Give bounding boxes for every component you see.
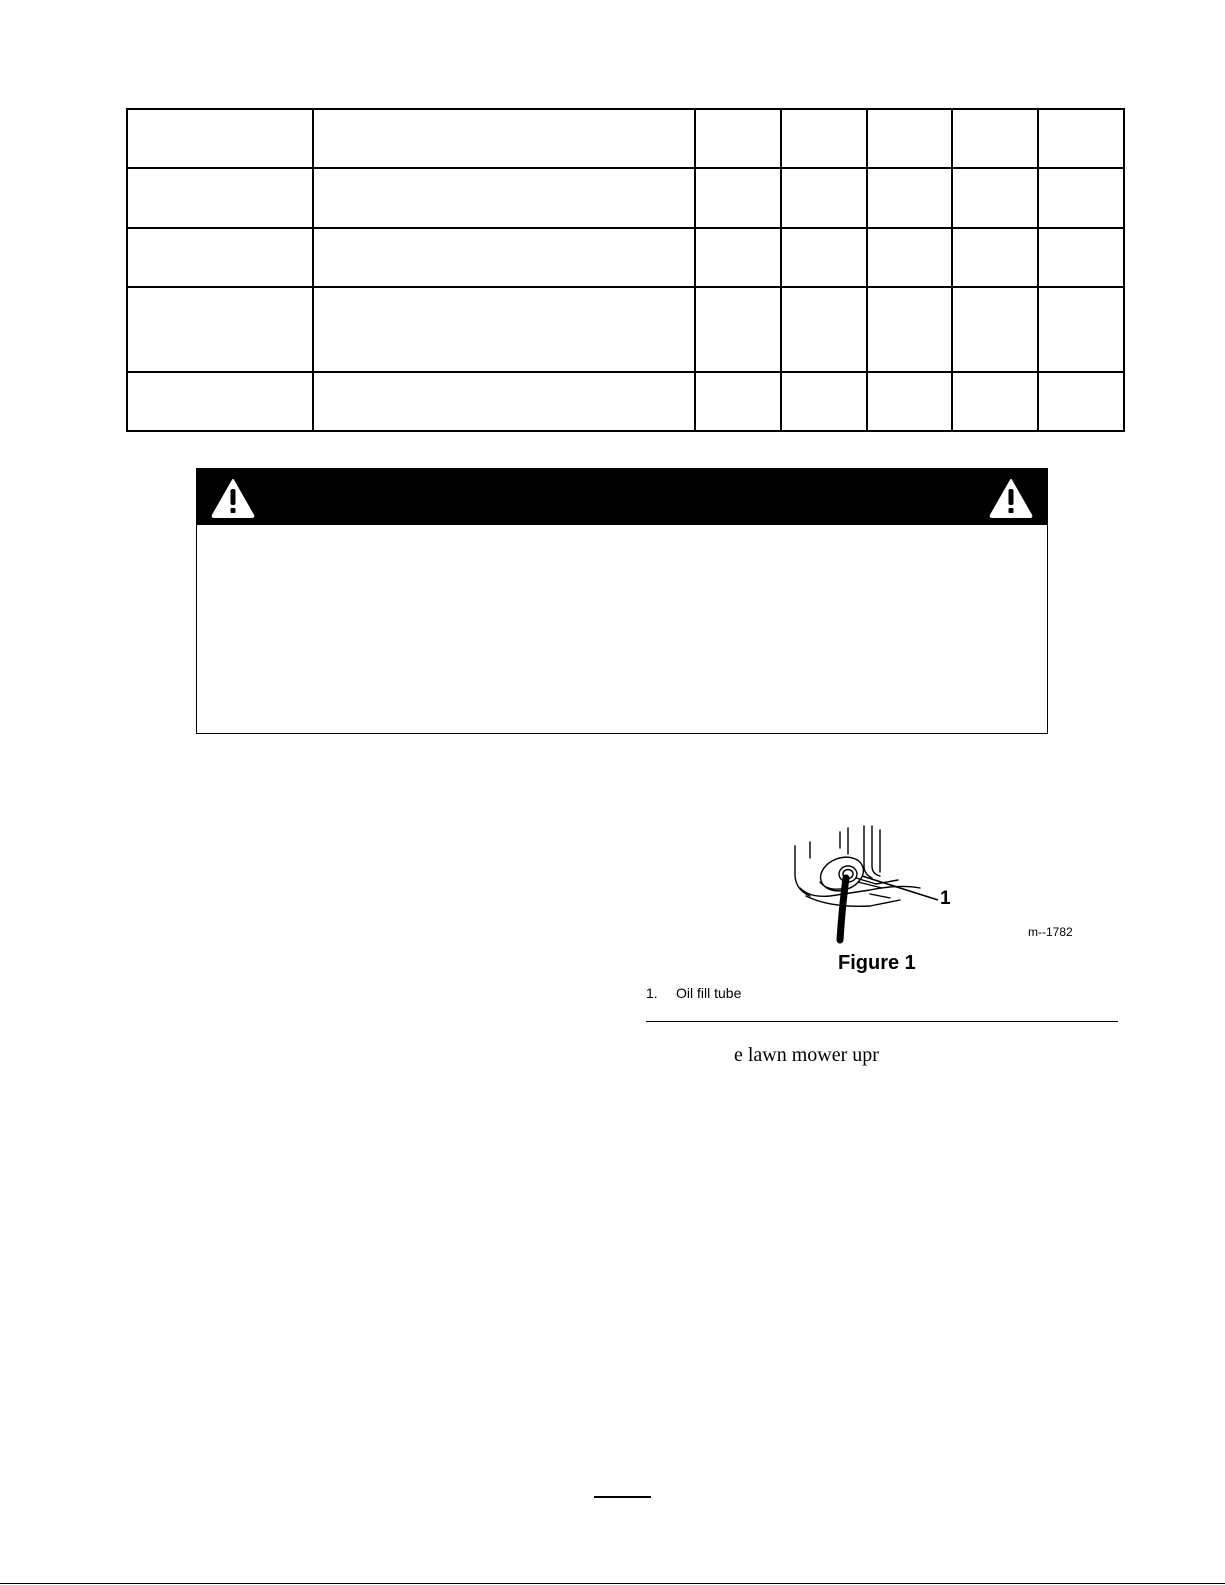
table-cell <box>127 228 313 287</box>
table-cell <box>695 168 781 228</box>
table-row <box>127 228 1124 287</box>
table-cell <box>1038 372 1124 431</box>
table-cell <box>1038 168 1124 228</box>
table-cell <box>781 228 867 287</box>
table-cell <box>313 287 695 372</box>
table-cell <box>867 168 953 228</box>
table-cell <box>127 287 313 372</box>
table-cell <box>313 168 695 228</box>
table-cell <box>781 168 867 228</box>
table-cell <box>313 372 695 431</box>
page-bottom-border <box>0 1583 1225 1584</box>
table-cell <box>127 109 313 168</box>
table-cell <box>952 109 1038 168</box>
table-row <box>127 372 1124 431</box>
table-cell <box>127 168 313 228</box>
table-row <box>127 287 1124 372</box>
table-cell <box>867 109 953 168</box>
figure-image-code: m--1782 <box>1028 925 1073 939</box>
figure-title: Figure 1 <box>838 952 916 974</box>
table-cell <box>952 287 1038 372</box>
legend-label: Oil fill tube <box>676 985 742 1001</box>
table-cell <box>695 287 781 372</box>
table-cell <box>952 168 1038 228</box>
table-cell <box>867 228 953 287</box>
table-cell <box>952 228 1038 287</box>
table-cell <box>1038 287 1124 372</box>
warning-triangle-icon <box>211 478 255 518</box>
warning-triangle-icon <box>989 478 1033 518</box>
body-text-fragment: e lawn mower upr <box>734 1044 879 1066</box>
page-number-rule <box>594 1496 651 1498</box>
table-cell <box>1038 109 1124 168</box>
table-cell <box>127 372 313 431</box>
warning-box <box>196 468 1048 734</box>
figure-callout-number: 1 <box>940 888 951 909</box>
table-cell <box>867 372 953 431</box>
table-row <box>127 168 1124 228</box>
table-cell <box>313 109 695 168</box>
legend-number: 1. <box>646 985 658 1001</box>
figure-divider <box>646 1021 1118 1022</box>
table-cell <box>313 228 695 287</box>
table-cell <box>695 228 781 287</box>
table-cell <box>1038 228 1124 287</box>
table-cell <box>695 109 781 168</box>
table-cell <box>952 372 1038 431</box>
figure-legend-item <box>646 985 741 1001</box>
table-cell <box>867 287 953 372</box>
table-cell <box>695 372 781 431</box>
table-cell <box>781 287 867 372</box>
table-header-row <box>127 109 1124 168</box>
warning-header <box>197 469 1047 525</box>
maintenance-table <box>126 108 1125 432</box>
table-cell <box>781 109 867 168</box>
table-cell <box>781 372 867 431</box>
